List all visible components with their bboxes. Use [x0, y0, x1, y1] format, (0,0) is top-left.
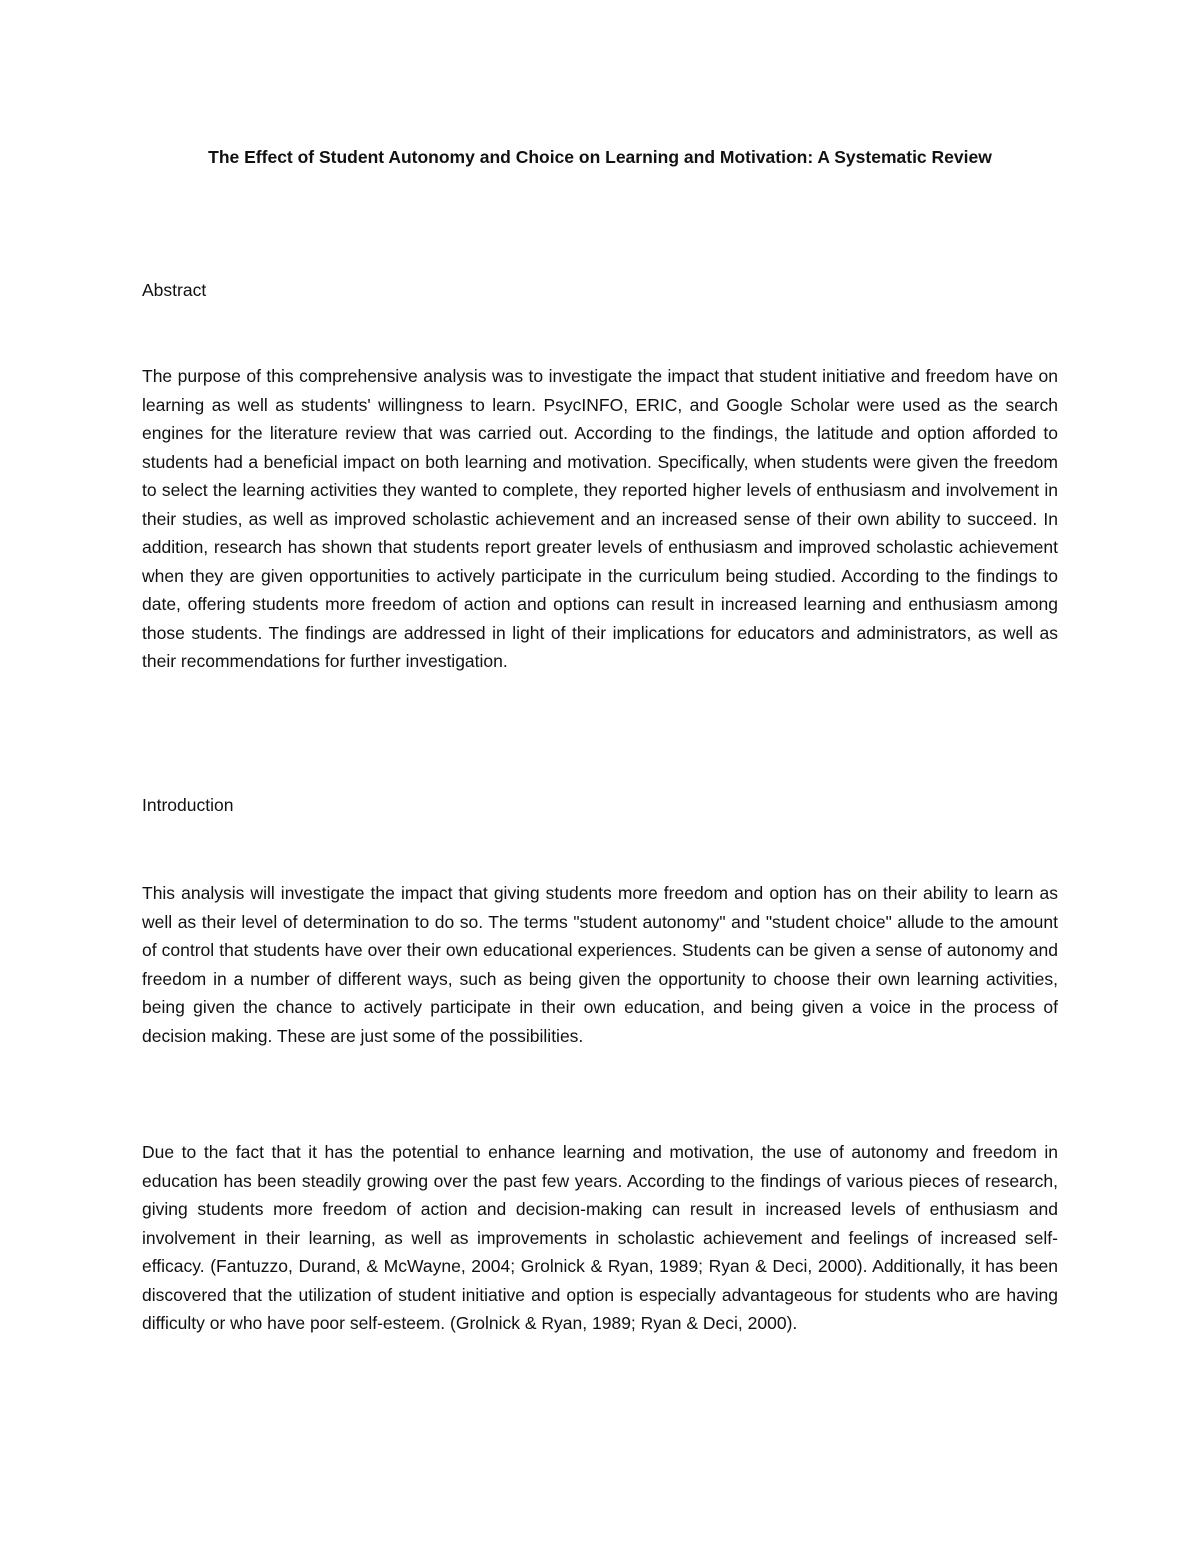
document-title: The Effect of Student Autonomy and Choice on Learning and Motivation: A Systematic Review — [208, 147, 992, 167]
abstract-heading: Abstract — [142, 280, 207, 300]
introduction-paragraph: Due to the fact that it has the potential to enhance learning and motivation, the use of autonomy and freedom in education has been steadily growing over the past few years. According to the findings of various pieces of research, giving students more freedom of action and decision-making can result in increased levels of enthusiasm and involvement in their learning, as well as improvements in scholastic achievement and feelings of increased self-efficacy. (Fantuzzo, Durand, & McWayne, 2004; Grolnick & Ryan, 1989; Ryan & Deci, 2000). Additionally, it has been discovered that the utilization of student initiative and option is especially advantageous for students who are having difficulty or who have poor self-esteem. (Grolnick & Ryan, 1989; Ryan & Deci, 2000). — [142, 1142, 1058, 1333]
introduction-heading: Introduction — [142, 795, 234, 815]
abstract-paragraph: The purpose of this comprehensive analysis was to investigate the impact that student initiative and freedom have on learning as well as students' willingness to learn. PsycINFO, ERIC, and Google Scholar were used as the search engines for the literature review that was carried out. According to the findings, the latitude and option afforded to students had a beneficial impact on both learning and motivation. Specifically, when students were given the freedom to select the learning activities they wanted to complete, they reported higher levels of enthusiasm and involvement in their studies, as well as improved scholastic achievement and an increased sense of their own ability to succeed. In addition, research has shown that students report greater levels of enthusiasm and improved scholastic achievement when they are given opportunities to actively participate in the curriculum being studied. According to the findings to date, offering students more freedom of action and options can result in increased learning and enthusiasm among those students. The findings are addressed in light of their implications for educators and administrators, as well as their recommendations for further investigation. — [142, 366, 1058, 671]
introduction-paragraph: This analysis will investigate the impact that giving students more freedom and option has on their ability to learn as well as their level of determination to do so. The terms "student autonomy" and "student choice" allude to the amount of control that students have over their own educational experiences. Students can be given a sense of autonomy and freedom in a number of different ways, such as being given the opportunity to choose their own learning activities, being given the chance to actively participate in their own education, and being given a voice in the process of decision making. These are just some of the possibilities. — [142, 883, 1058, 1046]
